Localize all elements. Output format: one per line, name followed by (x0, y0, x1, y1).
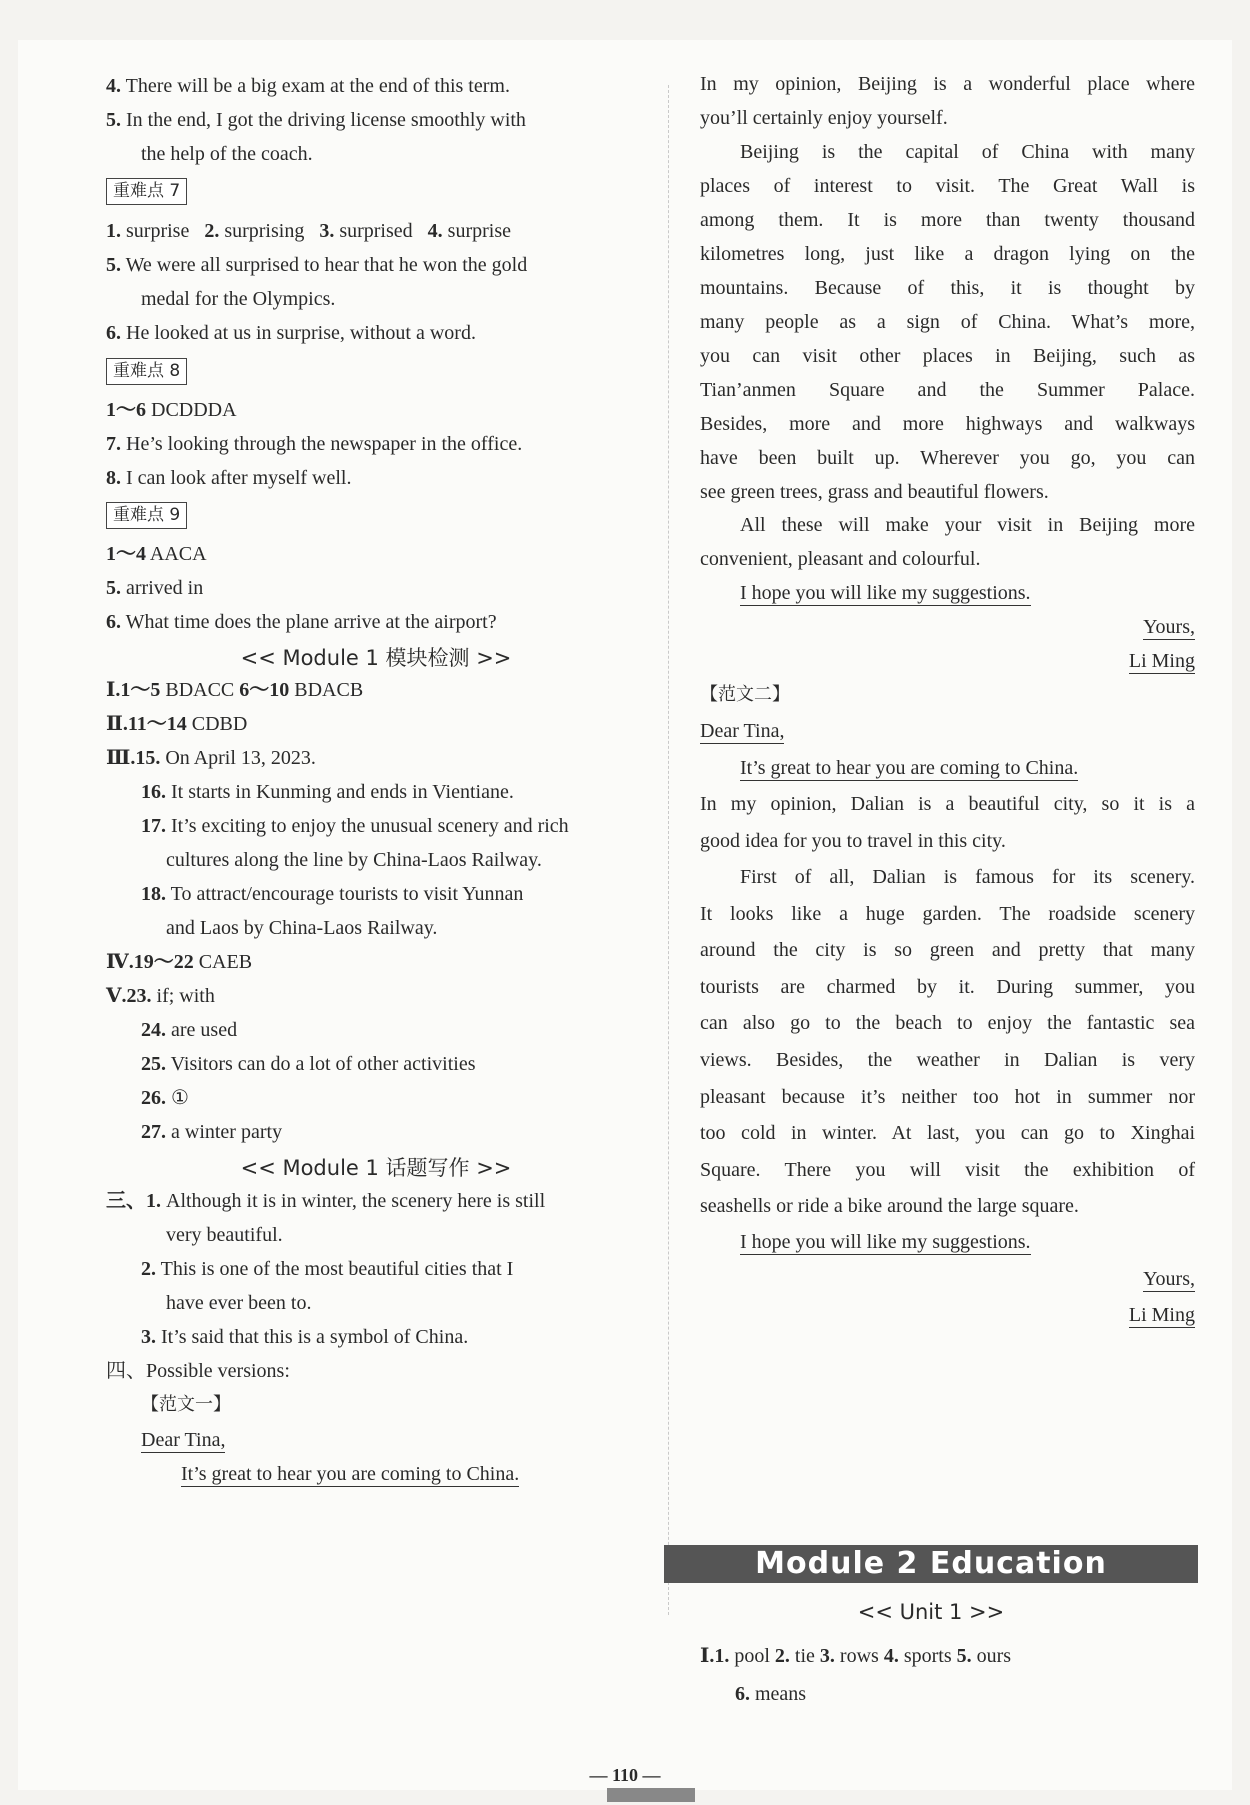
answer-line: 6. means (735, 1683, 807, 1705)
answer-line: 24. are used (141, 1019, 238, 1041)
answer-line: 5. We were all surprised to hear that he won the gold (106, 254, 528, 276)
answer-line: have ever been to. (166, 1292, 312, 1314)
answer-line: 5. In the end, I got the driving license smoothly with (106, 109, 526, 131)
essay-line: too cold in winter. At last, you can go to Xinghai (700, 1122, 1195, 1145)
column-divider (668, 85, 669, 1615)
section-heading: << Module 1 模块检测 >> (240, 646, 512, 670)
essay-closing: I hope you will like my suggestions. (740, 1231, 1031, 1253)
essay-closing: I hope you will like my suggestions. (740, 582, 1031, 604)
essay-line: All these will make your visit in Beijing more (740, 514, 1195, 536)
essay-line: In my opinion, Beijing is a wonderful place where (700, 73, 1195, 95)
module-banner: Module 2 Education (664, 1545, 1198, 1583)
answer-line: 7. He’s looking through the newspaper in the office. (106, 433, 523, 455)
answer-line: 4. There will be a big exam at the end of this term. (106, 75, 510, 97)
sample-essay-label: 【范文一】 (141, 1394, 231, 1415)
essay-opening: It’s great to hear you are coming to China. (181, 1463, 520, 1485)
essay-opening: It’s great to hear you are coming to China. (740, 757, 1079, 779)
essay-line: have been built up. Wherever you go, you can (700, 447, 1195, 469)
answer-line: 18. To attract/encourage tourists to visit Yunnan (141, 883, 524, 905)
answer-line: 1～4 AACA (106, 543, 207, 565)
essay-line: pleasant because it’s neither too hot in summer nor (700, 1085, 1195, 1108)
essay-line: places of interest to visit. The Great Wall is (700, 175, 1195, 197)
essay-signature: Li Ming (1128, 650, 1195, 672)
unit-heading: << Unit 1 >> (857, 1600, 1005, 1624)
answer-line: 3. It’s said that this is a symbol of China. (141, 1326, 469, 1348)
answer-line: 四、Possible versions: (106, 1360, 290, 1382)
answer-line: 26. ① (141, 1087, 189, 1109)
answer-line: Ⅱ.11～14 CDBD (106, 713, 248, 735)
sample-essay-label: 【范文二】 (700, 684, 790, 705)
answer-line: 27. a winter party (141, 1121, 283, 1143)
essay-line: you’ll certainly enjoy yourself. (700, 107, 948, 129)
essay-line: many people as a sign of China. What’s more, (700, 311, 1195, 333)
answer-line: 5. arrived in (106, 577, 204, 599)
essay-line: convenient, pleasant and colourful. (700, 548, 981, 570)
answer-line: and Laos by China-Laos Railway. (166, 917, 438, 939)
essay-salutation: Dear Tina, (700, 720, 785, 742)
key-point-tag: 重难点 8 (106, 358, 187, 385)
essay-signature: Li Ming (1128, 1304, 1195, 1326)
essay-line: mountains. Because of this, it is thought by (700, 277, 1195, 299)
essay-line: see green trees, grass and beautiful flowers. (700, 481, 1049, 503)
essay-line: Besides, more and more highways and walkways (700, 413, 1195, 435)
essay-line: First of all, Dalian is famous for its scenery. (740, 866, 1195, 888)
essay-line: you can visit other places in Beijing, such as (700, 345, 1195, 367)
answer-line: 1～6 DCDDDA (106, 399, 237, 421)
essay-line: tourists are charmed by it. During summer, you (700, 975, 1195, 998)
answer-line: 16. It starts in Kunming and ends in Vientiane. (141, 781, 514, 803)
essay-line: good idea for you to travel in this city. (700, 829, 1006, 852)
answer-line: 6. What time does the plane arrive at the airport? (106, 611, 497, 633)
essay-line: kilometres long, just like a dragon lying on the (700, 243, 1195, 265)
answer-line: Ⅰ.1～5 BDACC 6～10 BDACB (106, 679, 364, 701)
page-number: — 110 — (589, 1765, 661, 1785)
answer-line: Ⅳ.19～22 CAEB (106, 951, 253, 973)
essay-line: Square. There you will visit the exhibition of (700, 1158, 1195, 1181)
essay-line: Beijing is the capital of China with many (740, 141, 1195, 163)
essay-sign-off: Yours, (1143, 616, 1195, 638)
essay-sign-off: Yours, (1143, 1268, 1195, 1290)
answer-line: very beautiful. (166, 1224, 283, 1246)
answer-line: 1. surprise 2. surprising 3. surprised 4. surprise (106, 220, 511, 242)
page-number-bar (607, 1788, 695, 1802)
key-point-tag: 重难点 9 (106, 502, 187, 529)
answer-line: 2. This is one of the most beautiful cities that I (141, 1258, 514, 1280)
essay-line: around the city is so green and pretty that many (700, 939, 1195, 962)
essay-line: views. Besides, the weather in Dalian is very (700, 1049, 1195, 1071)
answer-line: 6. He looked at us in surprise, without a word. (106, 322, 476, 344)
essay-line: Tian’anmen Square and the Summer Palace. (700, 379, 1195, 401)
essay-line: It looks like a huge garden. The roadside scenery (700, 902, 1195, 925)
answer-line: 17. It’s exciting to enjoy the unusual scenery and rich (141, 815, 569, 837)
section-heading: << Module 1 话题写作 >> (240, 1156, 512, 1180)
essay-line: In my opinion, Dalian is a beautiful city, so it is a (700, 793, 1195, 815)
essay-line: among them. It is more than twenty thousand (700, 209, 1195, 231)
answer-line: Ⅲ.15. On April 13, 2023. (106, 747, 316, 769)
essay-salutation: Dear Tina, (141, 1429, 226, 1451)
essay-line: seashells or ride a bike around the large square. (700, 1195, 1079, 1218)
answer-line: medal for the Olympics. (141, 288, 336, 310)
answer-line: Ⅰ.1. pool 2. tie 3. rows 4. sports 5. ours (700, 1645, 1012, 1667)
key-point-tag: 重难点 7 (106, 178, 187, 205)
essay-line: can also go to the beach to enjoy the fantastic sea (700, 1012, 1195, 1035)
answer-line: 三、1. Although it is in winter, the scenery here is still (106, 1190, 546, 1212)
answer-line: Ⅴ.23. if; with (106, 985, 215, 1007)
answer-line: 8. I can look after myself well. (106, 467, 352, 489)
answer-line: cultures along the line by China-Laos Railway. (166, 849, 542, 871)
answer-line: 25. Visitors can do a lot of other activities (141, 1053, 476, 1075)
answer-line: the help of the coach. (141, 143, 313, 165)
